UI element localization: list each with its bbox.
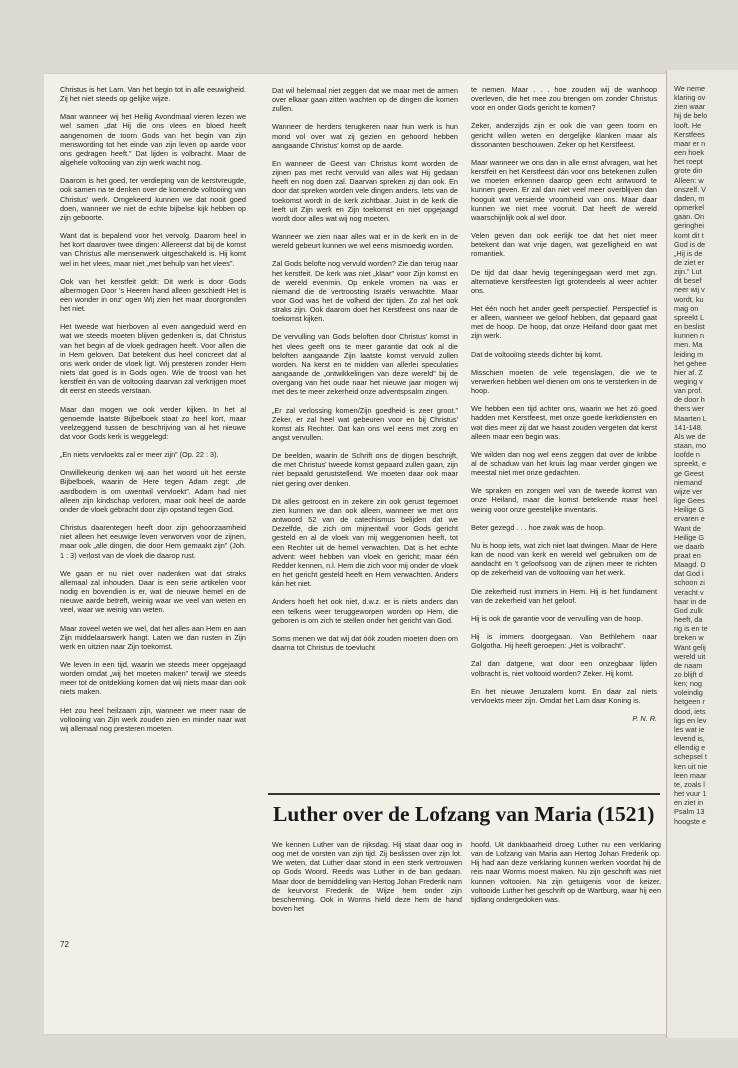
adjacent-page-line: We neme bbox=[674, 84, 706, 93]
adjacent-page-line: wereld uit bbox=[674, 651, 706, 661]
paragraph: We hebben een tijd achter ons, waarin we het zó goed hadden met Kerstfeest, met onze goede kerkdiensten en wat dies meer zij dat we haast zouden vergeten dat kerst alleen maar een begin was. bbox=[471, 404, 657, 441]
paragraph: We kennen Luther van de rijksdag. Hij staat daar oog in oog met de vorsten van zijn tijd. Zij beslissen over zijn lot. We weten, dat Luther daar stond in een sterk vertrouwen op Gods Woord. Reeds was Luther in de ban gedaan. Maar door de bemiddeling van Hertog Johan Frederik nam de keurvorst Frederik de Wijze hem onder zijn bescherming. Ook in Worms hield deze hem de hand boven het bbox=[272, 840, 462, 914]
adjacent-page-line: looft. He bbox=[674, 120, 702, 130]
adjacent-page-line: Want gelij bbox=[674, 642, 706, 652]
paragraph: Soms menen we dat wij dat óók zouden moeten doen om daarna tot Christus de toevlucht bbox=[272, 633, 458, 652]
text-column-3 bbox=[471, 85, 657, 805]
paragraph: Christus daarentegen heeft door zijn gehoorzaamheid niet alleen het eeuwige leven verworven voor de zijnen, maar ook „alle dingen, die door Hem gemaakt zijn” (Joh. 1 : 3) verlost van de vloek die daarop rust. bbox=[60, 523, 246, 560]
page-number: 72 bbox=[60, 940, 69, 949]
paragraph: Hij is immers doorgegaan. Van Bethlehem naar Golgotha. Hij heeft geroepen: „Het is volbracht”. bbox=[471, 632, 657, 651]
paragraph: We spraken en zongen wel van de tweede komst van onze Heiland, maar die komst betekende maar heel weinig voor onze geestelijke inventaris. bbox=[471, 486, 657, 514]
adjacent-page-line: Heilige G bbox=[674, 505, 705, 515]
paragraph: Daarom is het goed, ter verdieping van de kerstvreugde, ook samen na te denken over de komende voltooiing van Christus' werk. Omgekeerd kunnen we dat nooit goed doen, wanneer we niet de echte bijbelse kijk hebben op zijn geboorte. bbox=[60, 176, 246, 222]
adjacent-page-line: neer wij v bbox=[674, 285, 705, 295]
adjacent-page-line: spreekt L bbox=[674, 312, 705, 322]
paragraph: Velen geven dan ook eerlijk toe dat het niet meer betekent dan wat vrije dagen, wat gezelligheid en wat romantiek. bbox=[471, 231, 657, 259]
adjacent-page-line: 141-148. bbox=[674, 422, 703, 432]
adjacent-page-line: Psalm 13 bbox=[674, 807, 705, 817]
adjacent-page-line: hoogste e bbox=[674, 816, 707, 826]
paragraph: Wanneer we zien naar alles wat er in de kerk en in de wereld gebeurt kunnen we wel eens mismoedig worden. bbox=[272, 232, 458, 251]
adjacent-page-line: geringhei bbox=[674, 221, 705, 231]
adjacent-page-line: opmerkel bbox=[674, 203, 705, 213]
paragraph: Want dat is bepalend voor het vervolg. Daarom heel in het kort daarover twee dingen: Allereerst dat bij de komst van Christus alle mensenwerk uitgeschakeld is. Hij komt wel in het vlees, maar niet „met behulp van het vlees”. bbox=[60, 231, 246, 268]
adjacent-page-line: levend is, bbox=[674, 734, 705, 744]
paragraph: Maar zoveel weten we wel, dat het alles aan Hem en aan Zijn middelaarswerk hangt. Laten we dan rusten in Zijn werk en uitzien naar Zijn toekomst. bbox=[60, 623, 246, 651]
adjacent-page-line: schepsel t bbox=[674, 752, 707, 762]
adjacent-page-line: en beslist bbox=[674, 322, 705, 332]
paragraph: Maar wanneer wij het Heilig Avondmaal vieren lezen we wel samen „dat Hij die ons vlees en bloed heeft aangenomen de toorn Gods van het begin van zijn menswording tot het einde van zijn leven op aarde voor ons gedragen heeft.” Dat lijden is volbracht. Maar de algehele voltooiing van zijn werk wacht nog. bbox=[60, 112, 246, 168]
adjacent-page-line: de naam bbox=[674, 660, 703, 670]
paragraph: Dat de voltooiïng steeds dichter bij komt. bbox=[471, 349, 603, 359]
adjacent-page-line: ligs en lev bbox=[674, 715, 707, 725]
adjacent-page-text bbox=[674, 84, 738, 826]
adjacent-page-line: niemand bbox=[674, 477, 702, 487]
paragraph: Beter gezegd . . . hoe zwak was de hoop. bbox=[471, 522, 605, 532]
adjacent-page-line: weging v bbox=[674, 377, 703, 386]
adjacent-page-line: thers wer bbox=[674, 404, 705, 414]
paragraph: Zeker, anderzijds zijn er ook die van geen toorn en gericht willen weten en dergelijke klanken maar als dissonanten beschouwen. Zeker op het Kerstfeest. bbox=[471, 121, 657, 149]
adjacent-page-line: een hoek bbox=[674, 148, 705, 158]
adjacent-page-line: wijze ver bbox=[674, 486, 703, 496]
adjacent-page-line: het gehee bbox=[674, 358, 707, 368]
adjacent-page-line: het vuur 1 bbox=[674, 789, 707, 799]
paragraph: Zal dan datgene, wat door een onzegbaar lijden volbracht is, niet voltooid worden? Zeker. Hij komt. bbox=[471, 659, 657, 678]
adjacent-page-line: zo blijft d bbox=[674, 670, 703, 679]
adjacent-page-line: breken w bbox=[674, 633, 704, 643]
adjacent-page-line: ken uit nie bbox=[674, 761, 708, 771]
adjacent-page-line: staan, mo bbox=[674, 441, 707, 451]
paragraph: Maar wanneer we ons dan in alle ernst afvragen, wat het kerstfeit en het Kerstfeest dán voor ons betekenen zullen we moeten erkennen daarop geen echt antwoord te kunnen geven. Er zal dan niet veel meer overblijven dan hooguit wat versierde vroomheid van ons. Maar daar kunnen we niet mee vooruit. Dat heeft de wereld waarschijnlijk ook al wel door. bbox=[471, 157, 657, 222]
adjacent-page-line: onszelf. V bbox=[674, 184, 707, 194]
adjacent-page-line: dit besef bbox=[674, 276, 702, 286]
adjacent-page-line: veracht v bbox=[674, 587, 704, 597]
adjacent-page-line: Kerstfees bbox=[674, 129, 705, 139]
adjacent-page-line: kunnen n bbox=[674, 331, 705, 341]
paragraph: We wilden dan nog wel eens zeggen dat over de kribbe al de schaduw van het kruis lag maar verder gingen we meestal niet met onze gedachten. bbox=[471, 449, 657, 478]
paragraph: Dit alles getroost en in zekere zin ook gerust tegemoet zien kunnen we dan ook alleen, wanneer we met ons antwoord 52 van de catechismus belijden dat we Dezelfde, die zich om mijnentwil voor Gods gericht gesteld en al de vloek van mij weggenomen heeft, tot een Rechter uit de hemel verwachten. Dat is het echte advent: weet hebben van vloek en gericht; maar één Redder kennen, n.l. Hem die zich voor mij onder de vloek en het gericht gesteld heeft en Hem verwachten. Anders kán het niet. bbox=[272, 496, 458, 589]
adjacent-page-line: gaan. On bbox=[674, 212, 705, 222]
paragraph: Hij is ook de garantie voor de vervulling van de hoop. bbox=[471, 613, 643, 623]
paragraph: De vervulling van Gods beloften door Christus' komst in het vlees geeft ons te meer garantie dat ook al die beloften aangaande Zijn laatste komst vervuld zullen worden. Na kerst en te midden van allerlei speculaties aangaande de „ontwikkelingen van deze wereld” bij de overgang van het oude naar het nieuwe jaar mogen wij met des te meer zekerheid onze adventspsalm zingen. bbox=[272, 332, 458, 397]
paragraph: Het tweede wat hierboven al even aangeduid werd en wat we steeds moeten blijven gedenken is, dat Christus van het begin af de vloek gedragen heeft. Voor allen die in Hem geloven. Dat betekent dus heel concreet dat al ons werk onder de vloek ligt. Wij presteren zonder Hem niets dat goed is in Gods ogen. Wie de troost van het kerstfeit én van de voltooiing daarvan zal verkrijgen moet dit eerst en steeds verstaan. bbox=[60, 322, 246, 396]
adjacent-page-line: zijn.” Lut bbox=[674, 267, 702, 277]
text-column-1 bbox=[60, 85, 246, 742]
paragraph: We leven in een tijd, waarin we steeds meer opgejaagd worden omdat „wij het moeten maken” terwijl we steeds meer tot de ontdekking komen dat wij niets maar dan ook niets maken. bbox=[60, 659, 246, 697]
adjacent-page-line: leiding m bbox=[674, 349, 704, 359]
adjacent-page-line: Want de bbox=[674, 523, 701, 533]
adjacent-page-line: en ziet in bbox=[674, 798, 704, 808]
paragraph: „En niets vervloekts zal er meer zijn” (Op. 22 : 3). bbox=[60, 450, 219, 460]
adjacent-page-line: daden, m bbox=[674, 193, 705, 203]
adjacent-page-line: de ziet er bbox=[674, 257, 705, 267]
adjacent-page-line: Als we de bbox=[674, 431, 706, 441]
adjacent-page-line: klaring ov bbox=[674, 93, 706, 103]
adjacent-page-line: schoon zi bbox=[674, 578, 705, 588]
adjacent-page-line: dat God i bbox=[674, 569, 704, 579]
paragraph: Ook van het kerstfeit geldt: Dit werk is door Gods albermogen Door 's Heeren hand alleen geschiedt Het is een wonder in onz' ogen Wij zien het maar doorgronden het niet. bbox=[60, 276, 246, 314]
text-column-2 bbox=[272, 86, 458, 661]
adjacent-page-line: ellendig e bbox=[674, 743, 706, 753]
adjacent-page-line: haar in de bbox=[674, 596, 707, 606]
paragraph: Dat wil helemaal niet zeggen dat we maar met de armen over elkaar gaan zitten wachten op de dingen die komen zullen. bbox=[272, 86, 458, 114]
adjacent-page-line: grote din bbox=[674, 166, 703, 176]
adjacent-page-line: heeft, da bbox=[674, 615, 703, 625]
paragraph: Christus is het Lam. Van het begin tot in alle eeuwigheid. Zij het niet steeds op gelijke wijze. bbox=[60, 85, 246, 104]
adjacent-page-line: de door h bbox=[674, 395, 705, 405]
adjacent-page-line: hij de belo bbox=[674, 111, 708, 121]
adjacent-page-line: voleindig bbox=[674, 688, 703, 698]
paragraph: Het één noch het ander geeft perspectief. Perspectief is er alleen, wanneer we geloof hebben, dat gepaard gaat met de hoop. De hoop, dat onze Heiland door gaat met zijn werk. bbox=[471, 303, 657, 341]
article-column-1 bbox=[272, 840, 462, 922]
adjacent-page-line: komt dit t bbox=[674, 230, 704, 240]
paragraph: De tijd dat daar hevig tegeningegaan werd met zgn. alternatieve kerstfeesten ligt grotendeels al weer achter ons. bbox=[471, 267, 657, 295]
adjacent-page-line: men. Ma bbox=[674, 340, 703, 350]
author-signature: P. N. R. bbox=[632, 713, 657, 723]
adjacent-page-line: van prof. bbox=[674, 386, 703, 396]
section-divider bbox=[268, 793, 660, 795]
adjacent-page-line: hier af. Z bbox=[674, 367, 703, 377]
adjacent-page-line: we daarb bbox=[674, 541, 705, 551]
adjacent-page-line: leen maar bbox=[674, 770, 707, 780]
paragraph: We gaan er nu niet over nadenken wat dat straks allemaal zal inhouden. Daar is een serie artikelen voor nodig en bovendien is er, wat de nieuwe hemel en de nieuwe aarde betreft, weinig waar we veel van weten en veel, waar we weinig van weten. bbox=[60, 568, 246, 615]
paragraph: En wanneer de Geest van Christus komt worden de zijnen pas met recht vervuld van alles wat Hij gedaan heeft en nog doen zal. Daarvan spreken zij dan ook. En door dat spreken worden vele dingen anders. Iets van de toekomst wordt in de kerk zichtbaar. Juist in de kerk die leeft uit Zijn werk en Zijn toekomst en niet opgejaagd wordt door alles wat wij nog moeten. bbox=[272, 158, 458, 223]
paragraph: Maar dan mogen we ook verder kijken. In het al genoemde laatste Bijbelboek staat zo heel kort, maar veelzeggend tussen de beschrijving van al het nieuwe dat voor Gods kerk is weggelegd: bbox=[60, 404, 246, 441]
adjacent-page-line: ge Geest bbox=[674, 468, 704, 478]
adjacent-page-line: „Hij is de bbox=[674, 248, 703, 258]
paragraph: Onwillekeurig denken wij aan het woord uit het eerste Bijbelboek, waarin de Here tegen Adam zegt: „de aardbodem is om uwentwil vervloekt”. Adam had niet alleen zijn kindschap verloren, maar ook heel de aarde onder de vloek gebracht door zijn opstand tegen God. bbox=[60, 468, 246, 514]
paragraph: te nemen. Maar . . . hoe zouden wij de wanhoop overleven, die het mee zou brengen om zonder Christus voor en onder Gods gericht te komen? bbox=[471, 85, 657, 113]
adjacent-page-line: God is de bbox=[674, 239, 706, 249]
adjacent-page-line: mag on bbox=[674, 303, 699, 313]
article-title: Luther over de Lofzang van Maria (1521) bbox=[273, 802, 655, 826]
paragraph: „Er zal verlossing komen/Zijn goedheid is zeer groot.” Zeker, er zal heel wat gebeuren voor en bij Christus' komst als Rechter. Dat kan ons wel eens met zorg en angst vervullen. bbox=[272, 405, 458, 442]
adjacent-page-line: ervaren e bbox=[674, 514, 705, 524]
adjacent-page-line: zien waar bbox=[674, 102, 706, 112]
adjacent-page-line: maar er n bbox=[674, 138, 706, 148]
adjacent-page-line: ken; nog bbox=[674, 679, 702, 689]
paragraph: En het nieuwe Jeruzalem komt. En daar zal niets vervloekts meer zijn. Omdat het Lam daar Koning is. bbox=[471, 686, 657, 705]
adjacent-page-line: lige Gees bbox=[674, 496, 705, 506]
adjacent-page-line: Alleen: w bbox=[674, 175, 704, 185]
article-column-2 bbox=[471, 840, 661, 913]
paragraph: Anders hoeft het ook niet, d.w.z. er is niets anders dan een telkens weer teruggeworpen worden op Hem, die geboren is om zich te stellen onder het gericht van God. bbox=[272, 597, 458, 625]
adjacent-page-line: hetgeen r bbox=[674, 697, 705, 707]
adjacent-page-line: wordt, ku bbox=[674, 294, 704, 304]
adjacent-page-line: les wat ie bbox=[674, 724, 705, 734]
adjacent-page-line: dood, iets bbox=[674, 706, 706, 716]
adjacent-page-line: Maarten L bbox=[674, 413, 707, 423]
paragraph: Wanneer de herders terugkeren naar hun werk is hun mond vol over wat zij gezien en gehoord hebben aangaande Christus' komst op de aarde. bbox=[272, 122, 458, 150]
paragraph: Het zou heel heilzaam zijn, wanneer we meer naar de voltooiing van Zijn werk zouden zien en minder naar wat wij allemaal nog presteren moeten. bbox=[60, 705, 246, 733]
paragraph: De beelden, waarin de Schrift ons de dingen beschrijft, die met Christus' tweede komst gepaard zullen gaan, zijn niet bepaald geruststellend. We moeten daar ook maar niet gering over denken. bbox=[272, 451, 458, 488]
adjacent-page-line: praat en bbox=[674, 550, 701, 560]
adjacent-page-line: loofde n bbox=[674, 450, 700, 460]
adjacent-page-line: rig is en te bbox=[674, 624, 708, 634]
adjacent-page-line: Maagd. D bbox=[674, 560, 706, 570]
paragraph: hoofd. Uit dankbaarheid droeg Luther nu een verklaring van de Lofzang van Maria aan Hertog Johan Frederik op. Hij had aan deze verklaring kunnen werken voordat hij de reis naar Worms moest maken. Nu zijn geschrift was niet kunnen voltooien. Na zijn getuigenis voor de keizer, voltooide Luther het geschrift op de Wartburg, waar hij een tijdlang ondergedoken was. bbox=[471, 840, 661, 904]
paragraph: Die zekerheid rust immers in Hem. Hij is het fundament van de zekerheid van het geloof. bbox=[471, 586, 657, 605]
paragraph: Nu is hoop iets, wat zich niet laat dwingen. Maar de Here kan de nood van kerk en wereld wel gebruiken om de aandacht en 't geloofsoog van de zijnen meer te richten op de zekerheid van de voltooiing van het werk. bbox=[471, 540, 657, 578]
adjacent-page-line: God zulk bbox=[674, 605, 703, 615]
paragraph: Misschien moeten de vele tegenslagen, die we te verwerken hebben wel dienen om ons te versterken in de hoop. bbox=[471, 367, 657, 396]
adjacent-page-line: spreekt, e bbox=[674, 459, 707, 469]
adjacent-page-line: Heilige G bbox=[674, 532, 705, 542]
adjacent-page-line: het roept bbox=[674, 157, 703, 167]
adjacent-page-line: te, zoals l bbox=[674, 779, 705, 789]
paragraph: Zal Gods belofte nog vervuld worden? Zie dan terug naar het kerstfeit. De kerk was niet „klaar” voor Zijn komst en de wereld evenmin. Op enkele vromen na was er niemand die de vertroosting Israëls verwachtte. Maar voor God was het de volheid der tijden. Zo zal het ook straks zijn. Ook daarom doet het Kerstfeest ons naar de toekomst kijken. bbox=[272, 259, 458, 324]
